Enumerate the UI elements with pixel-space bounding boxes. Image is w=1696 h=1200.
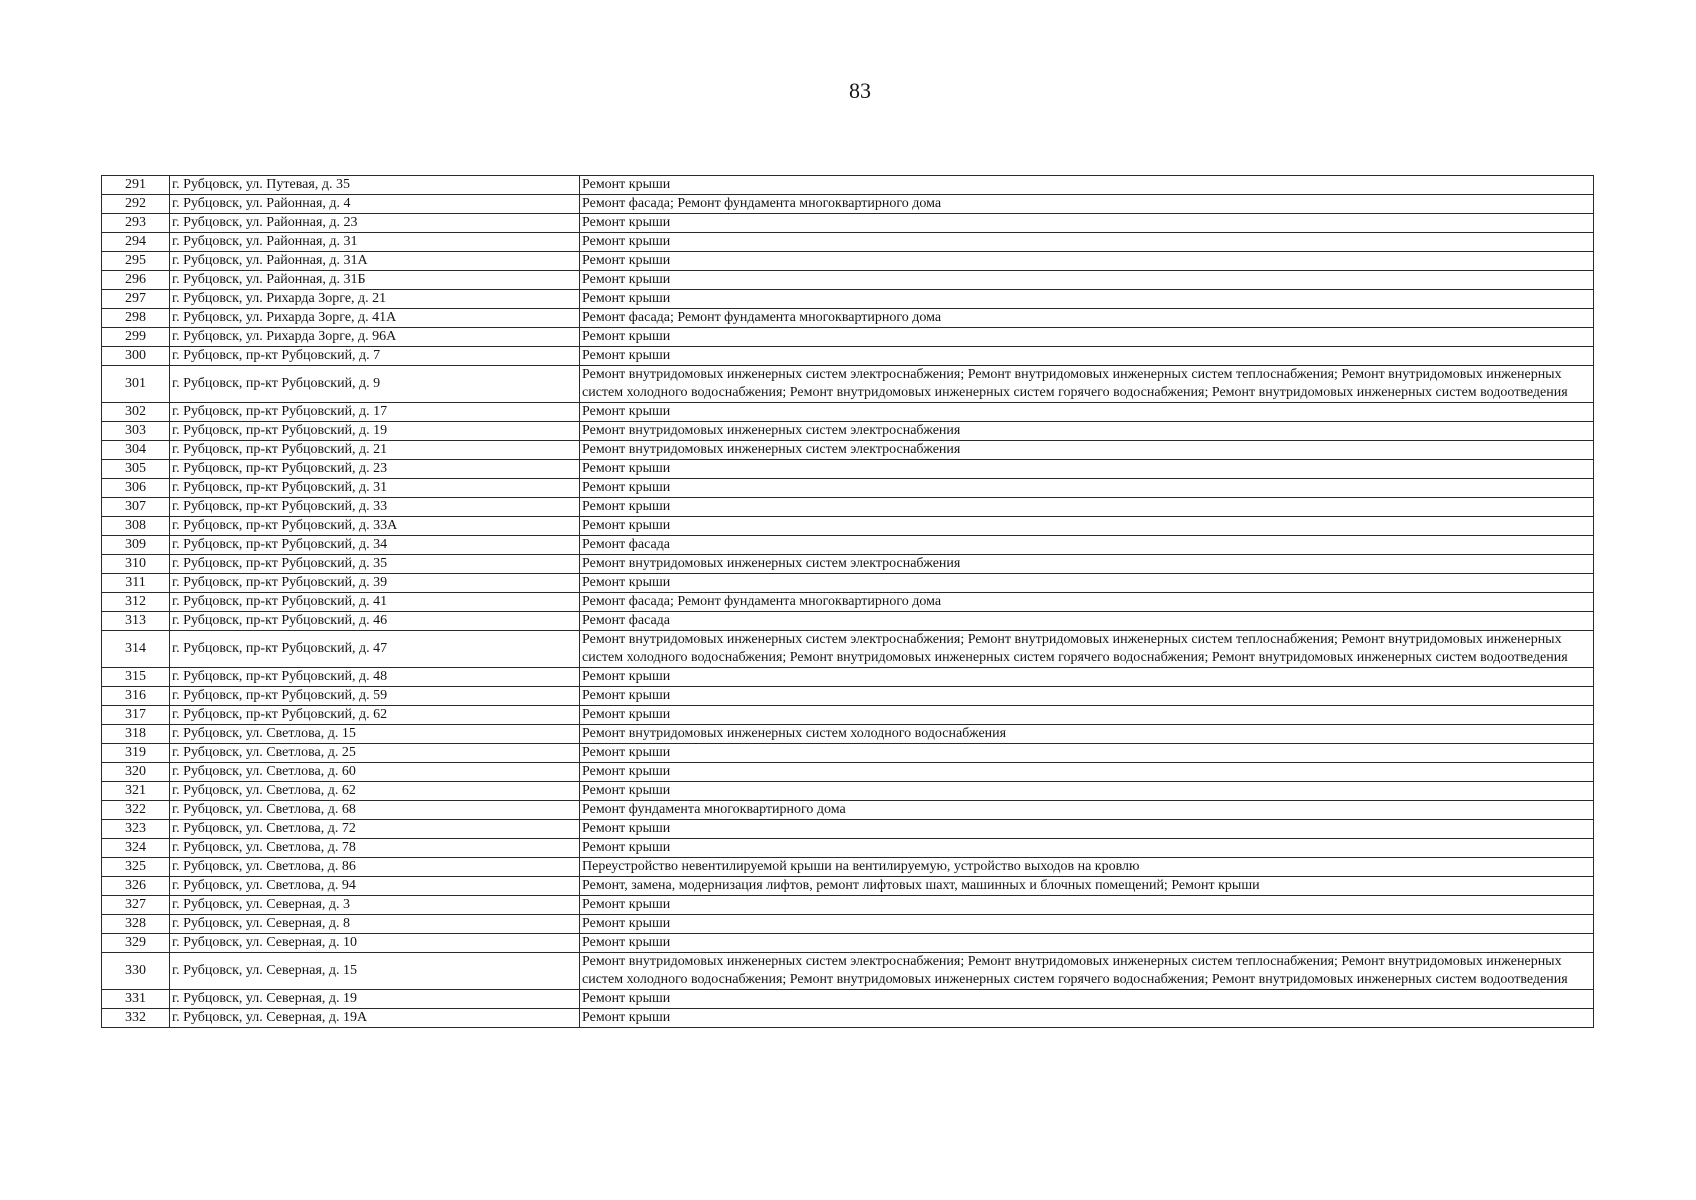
row-number: 311: [102, 574, 170, 593]
row-works: Ремонт крыши: [580, 233, 1594, 252]
row-number: 317: [102, 706, 170, 725]
table-row: [102, 176, 1594, 195]
table-row: [102, 612, 1594, 631]
row-address: г. Рубцовск, пр-кт Рубцовский, д. 48: [170, 668, 580, 687]
row-address: г. Рубцовск, ул. Светлова, д. 86: [170, 858, 580, 877]
row-works: Ремонт крыши: [580, 271, 1594, 290]
row-number: 325: [102, 858, 170, 877]
row-number: 291: [102, 176, 170, 195]
row-address: г. Рубцовск, ул. Светлова, д. 68: [170, 801, 580, 820]
row-number: 296: [102, 271, 170, 290]
table-row: [102, 820, 1594, 839]
row-address: г. Рубцовск, ул. Северная, д. 8: [170, 915, 580, 934]
row-works: Ремонт внутридомовых инженерных систем электроснабжения: [580, 422, 1594, 441]
row-number: 292: [102, 195, 170, 214]
row-number: 301: [102, 366, 170, 403]
row-address: г. Рубцовск, ул. Северная, д. 15: [170, 953, 580, 990]
row-works: Ремонт внутридомовых инженерных систем электроснабжения; Ремонт внутридомовых инженерных систем теплоснабжения; Ремонт внутридомовых инженерных систем холодного водоснабжения; Ремонт внутридомовых инженерных систем горячего водоснабжения; Ремонт внутридомовых инженерных систем водоотведения: [580, 953, 1594, 990]
row-number: 329: [102, 934, 170, 953]
row-works: Ремонт крыши: [580, 782, 1594, 801]
table-row: [102, 990, 1594, 1009]
row-address: г. Рубцовск, ул. Районная, д. 4: [170, 195, 580, 214]
row-number: 328: [102, 915, 170, 934]
table-row: [102, 763, 1594, 782]
row-works: Ремонт крыши: [580, 328, 1594, 347]
row-works: Ремонт крыши: [580, 687, 1594, 706]
row-address: г. Рубцовск, ул. Районная, д. 31Б: [170, 271, 580, 290]
table-row: [102, 744, 1594, 763]
table-row: [102, 498, 1594, 517]
table-row: [102, 839, 1594, 858]
table-row: [102, 479, 1594, 498]
table-row: [102, 195, 1594, 214]
row-works: Ремонт крыши: [580, 460, 1594, 479]
table-body: [102, 176, 1594, 1028]
row-number: 298: [102, 309, 170, 328]
page-number: 83: [849, 78, 871, 103]
table-row: [102, 706, 1594, 725]
row-works: Ремонт фундамента многоквартирного дома: [580, 801, 1594, 820]
table-row: [102, 233, 1594, 252]
row-address: г. Рубцовск, пр-кт Рубцовский, д. 34: [170, 536, 580, 555]
table-row: [102, 517, 1594, 536]
table-row: [102, 877, 1594, 896]
table-row: [102, 366, 1594, 403]
row-works: Ремонт крыши: [580, 498, 1594, 517]
row-works: Ремонт фасада; Ремонт фундамента многоквартирного дома: [580, 593, 1594, 612]
row-number: 303: [102, 422, 170, 441]
row-works: Ремонт крыши: [580, 934, 1594, 953]
row-number: 297: [102, 290, 170, 309]
table-row: [102, 896, 1594, 915]
row-address: г. Рубцовск, пр-кт Рубцовский, д. 23: [170, 460, 580, 479]
row-works: Ремонт внутридомовых инженерных систем холодного водоснабжения: [580, 725, 1594, 744]
row-address: г. Рубцовск, пр-кт Рубцовский, д. 7: [170, 347, 580, 366]
row-works: Ремонт крыши: [580, 479, 1594, 498]
row-number: 332: [102, 1009, 170, 1028]
row-number: 315: [102, 668, 170, 687]
row-works: Ремонт крыши: [580, 668, 1594, 687]
row-number: 326: [102, 877, 170, 896]
row-number: 321: [102, 782, 170, 801]
row-works: Ремонт крыши: [580, 990, 1594, 1009]
row-address: г. Рубцовск, ул. Светлова, д. 25: [170, 744, 580, 763]
row-address: г. Рубцовск, ул. Северная, д. 3: [170, 896, 580, 915]
row-works: Ремонт крыши: [580, 290, 1594, 309]
row-address: г. Рубцовск, ул. Рихарда Зорге, д. 96А: [170, 328, 580, 347]
row-works: Ремонт крыши: [580, 1009, 1594, 1028]
table-row: [102, 668, 1594, 687]
table-row: [102, 782, 1594, 801]
row-address: г. Рубцовск, ул. Светлова, д. 62: [170, 782, 580, 801]
row-address: г. Рубцовск, ул. Светлова, д. 78: [170, 839, 580, 858]
row-works: Ремонт фасада; Ремонт фундамента многоквартирного дома: [580, 195, 1594, 214]
table-row: [102, 422, 1594, 441]
table-row: [102, 801, 1594, 820]
row-number: 308: [102, 517, 170, 536]
row-address: г. Рубцовск, ул. Рихарда Зорге, д. 41А: [170, 309, 580, 328]
row-works: Ремонт крыши: [580, 214, 1594, 233]
row-address: г. Рубцовск, ул. Светлова, д. 60: [170, 763, 580, 782]
table-row: [102, 725, 1594, 744]
row-number: 319: [102, 744, 170, 763]
row-address: г. Рубцовск, пр-кт Рубцовский, д. 19: [170, 422, 580, 441]
table-row: [102, 271, 1594, 290]
table-row: [102, 460, 1594, 479]
table-row: [102, 631, 1594, 668]
row-works: Ремонт фасада: [580, 612, 1594, 631]
row-works: Ремонт крыши: [580, 517, 1594, 536]
table-row: [102, 309, 1594, 328]
row-works: Ремонт фасада: [580, 536, 1594, 555]
table-row: [102, 536, 1594, 555]
table-row: [102, 252, 1594, 271]
row-number: 294: [102, 233, 170, 252]
row-number: 295: [102, 252, 170, 271]
row-works: Ремонт крыши: [580, 763, 1594, 782]
row-works: Ремонт крыши: [580, 252, 1594, 271]
row-works: Ремонт крыши: [580, 896, 1594, 915]
row-address: г. Рубцовск, ул. Рихарда Зорге, д. 21: [170, 290, 580, 309]
row-address: г. Рубцовск, пр-кт Рубцовский, д. 62: [170, 706, 580, 725]
row-works: Ремонт внутридомовых инженерных систем электроснабжения; Ремонт внутридомовых инженерных систем теплоснабжения; Ремонт внутридомовых инженерных систем холодного водоснабжения; Ремонт внутридомовых инженерных систем горячего водоснабжения; Ремонт внутридомовых инженерных систем водоотведения: [580, 366, 1594, 403]
row-address: г. Рубцовск, пр-кт Рубцовский, д. 17: [170, 403, 580, 422]
row-works: Ремонт, замена, модернизация лифтов, ремонт лифтовых шахт, машинных и блочных помещений; Ремонт крыши: [580, 877, 1594, 896]
row-works: Ремонт крыши: [580, 820, 1594, 839]
row-address: г. Рубцовск, ул. Районная, д. 31А: [170, 252, 580, 271]
row-address: г. Рубцовск, пр-кт Рубцовский, д. 39: [170, 574, 580, 593]
row-address: г. Рубцовск, пр-кт Рубцовский, д. 33: [170, 498, 580, 517]
row-address: г. Рубцовск, ул. Северная, д. 19: [170, 990, 580, 1009]
row-address: г. Рубцовск, ул. Северная, д. 10: [170, 934, 580, 953]
row-number: 312: [102, 593, 170, 612]
row-address: г. Рубцовск, пр-кт Рубцовский, д. 33А: [170, 517, 580, 536]
row-works: Ремонт внутридомовых инженерных систем электроснабжения: [580, 555, 1594, 574]
row-works: Переустройство невентилируемой крыши на вентилируемую, устройство выходов на кровлю: [580, 858, 1594, 877]
table-row: [102, 290, 1594, 309]
row-number: 305: [102, 460, 170, 479]
row-address: г. Рубцовск, пр-кт Рубцовский, д. 41: [170, 593, 580, 612]
row-address: г. Рубцовск, ул. Светлова, д. 72: [170, 820, 580, 839]
row-address: г. Рубцовск, пр-кт Рубцовский, д. 46: [170, 612, 580, 631]
row-address: г. Рубцовск, пр-кт Рубцовский, д. 59: [170, 687, 580, 706]
table-row: [102, 593, 1594, 612]
row-works: Ремонт фасада; Ремонт фундамента многоквартирного дома: [580, 309, 1594, 328]
table-row: [102, 934, 1594, 953]
row-address: г. Рубцовск, ул. Районная, д. 23: [170, 214, 580, 233]
table-row: [102, 214, 1594, 233]
row-number: 320: [102, 763, 170, 782]
row-address: г. Рубцовск, ул. Светлова, д. 15: [170, 725, 580, 744]
row-number: 299: [102, 328, 170, 347]
row-number: 293: [102, 214, 170, 233]
row-works: Ремонт крыши: [580, 176, 1594, 195]
row-works: Ремонт крыши: [580, 744, 1594, 763]
row-number: 323: [102, 820, 170, 839]
row-works: Ремонт крыши: [580, 839, 1594, 858]
row-address: г. Рубцовск, ул. Светлова, д. 94: [170, 877, 580, 896]
table-row: [102, 328, 1594, 347]
row-address: г. Рубцовск, пр-кт Рубцовский, д. 21: [170, 441, 580, 460]
row-address: г. Рубцовск, ул. Северная, д. 19А: [170, 1009, 580, 1028]
row-number: 307: [102, 498, 170, 517]
row-works: Ремонт крыши: [580, 347, 1594, 366]
table-row: [102, 687, 1594, 706]
row-address: г. Рубцовск, пр-кт Рубцовский, д. 47: [170, 631, 580, 668]
row-number: 304: [102, 441, 170, 460]
row-works: Ремонт крыши: [580, 915, 1594, 934]
row-number: 300: [102, 347, 170, 366]
table-row: [102, 347, 1594, 366]
row-address: г. Рубцовск, пр-кт Рубцовский, д. 9: [170, 366, 580, 403]
row-number: 330: [102, 953, 170, 990]
table-row: [102, 858, 1594, 877]
housing-repair-table: [101, 175, 1594, 1028]
row-address: г. Рубцовск, ул. Путевая, д. 35: [170, 176, 580, 195]
row-address: г. Рубцовск, пр-кт Рубцовский, д. 31: [170, 479, 580, 498]
row-works: Ремонт внутридомовых инженерных систем электроснабжения; Ремонт внутридомовых инженерных систем теплоснабжения; Ремонт внутридомовых инженерных систем холодного водоснабжения; Ремонт внутридомовых инженерных систем горячего водоснабжения; Ремонт внутридомовых инженерных систем водоотведения: [580, 631, 1594, 668]
row-number: 331: [102, 990, 170, 1009]
row-number: 327: [102, 896, 170, 915]
table-row: [102, 574, 1594, 593]
row-works: Ремонт крыши: [580, 706, 1594, 725]
row-number: 324: [102, 839, 170, 858]
row-number: 322: [102, 801, 170, 820]
row-works: Ремонт внутридомовых инженерных систем электроснабжения: [580, 441, 1594, 460]
table-row: [102, 441, 1594, 460]
row-works: Ремонт крыши: [580, 403, 1594, 422]
row-number: 318: [102, 725, 170, 744]
row-address: г. Рубцовск, ул. Районная, д. 31: [170, 233, 580, 252]
row-number: 306: [102, 479, 170, 498]
row-number: 302: [102, 403, 170, 422]
row-number: 309: [102, 536, 170, 555]
row-number: 310: [102, 555, 170, 574]
row-works: Ремонт крыши: [580, 574, 1594, 593]
table-row: [102, 555, 1594, 574]
table-row: [102, 953, 1594, 990]
row-number: 316: [102, 687, 170, 706]
row-number: 313: [102, 612, 170, 631]
table-row: [102, 1009, 1594, 1028]
table-row: [102, 403, 1594, 422]
row-address: г. Рубцовск, пр-кт Рубцовский, д. 35: [170, 555, 580, 574]
table-row: [102, 915, 1594, 934]
row-number: 314: [102, 631, 170, 668]
